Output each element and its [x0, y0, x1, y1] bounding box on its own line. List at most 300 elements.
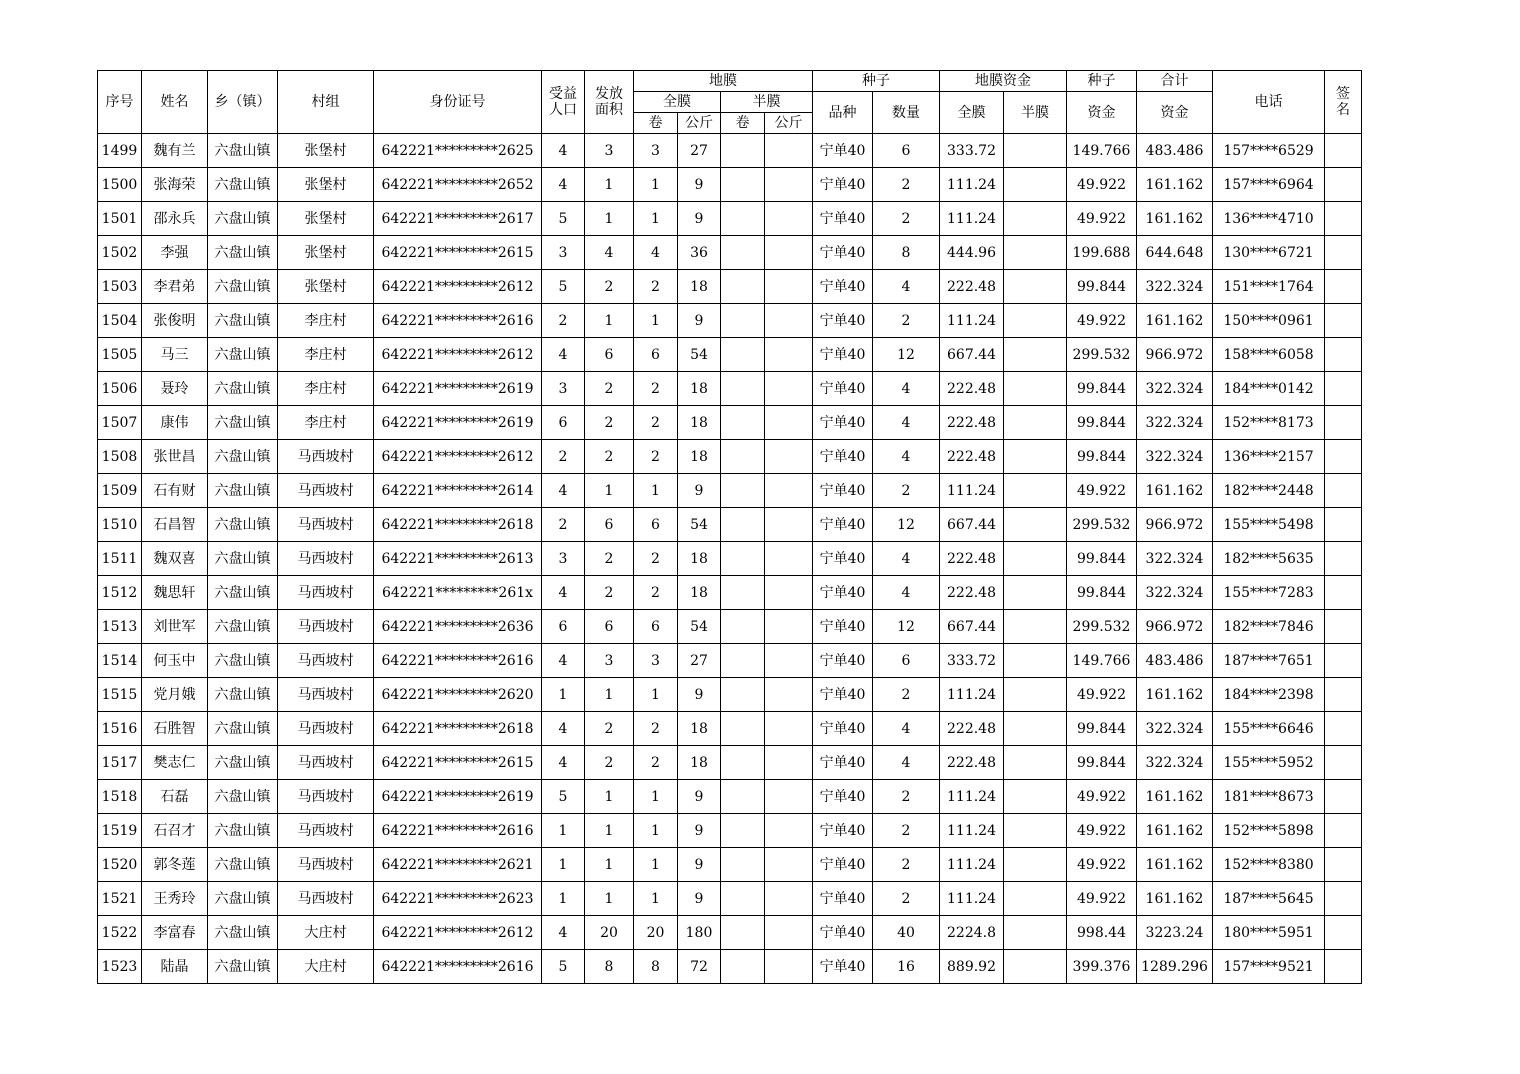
cell-quantity: 40 — [873, 916, 940, 950]
cell-total-fund: 966.972 — [1137, 508, 1213, 542]
header-quantity: 数量 — [873, 92, 940, 134]
cell-fund-full: 222.48 — [940, 712, 1004, 746]
cell-variety: 宁单40 — [813, 202, 873, 236]
cell-village: 李庄村 — [278, 406, 374, 440]
cell-full-kg: 9 — [678, 814, 721, 848]
cell-fund-half — [1004, 338, 1067, 372]
cell-signature — [1325, 474, 1362, 508]
cell-quantity: 4 — [873, 576, 940, 610]
cell-phone: 157****6964 — [1213, 168, 1325, 202]
cell-seq: 1510 — [98, 508, 142, 542]
table-row — [98, 576, 1362, 610]
cell-beneficiaries: 2 — [542, 304, 585, 338]
cell-village: 马西坡村 — [278, 576, 374, 610]
cell-quantity: 4 — [873, 440, 940, 474]
cell-signature — [1325, 372, 1362, 406]
cell-full-kg: 36 — [678, 236, 721, 270]
cell-area: 6 — [585, 338, 634, 372]
cell-fund-half — [1004, 746, 1067, 780]
cell-area: 2 — [585, 270, 634, 304]
cell-phone: 180****5951 — [1213, 916, 1325, 950]
cell-fund-half — [1004, 882, 1067, 916]
cell-quantity: 2 — [873, 678, 940, 712]
cell-full-roll: 2 — [634, 746, 678, 780]
cell-id-number: 642221*********2625 — [374, 134, 542, 168]
cell-name: 郭冬莲 — [142, 848, 208, 882]
header-variety: 品种 — [813, 92, 873, 134]
table-row — [98, 814, 1362, 848]
cell-beneficiaries: 4 — [542, 134, 585, 168]
cell-half-roll — [721, 848, 765, 882]
cell-phone: 158****6058 — [1213, 338, 1325, 372]
cell-fund-half — [1004, 474, 1067, 508]
cell-signature — [1325, 202, 1362, 236]
cell-total-fund: 322.324 — [1137, 576, 1213, 610]
cell-fund-full: 222.48 — [940, 372, 1004, 406]
cell-total-fund: 322.324 — [1137, 440, 1213, 474]
cell-area: 2 — [585, 372, 634, 406]
cell-name: 石磊 — [142, 780, 208, 814]
cell-id-number: 642221*********2636 — [374, 610, 542, 644]
cell-half-roll — [721, 780, 765, 814]
cell-town: 六盘山镇 — [208, 848, 278, 882]
cell-full-roll: 1 — [634, 848, 678, 882]
cell-id-number: 642221*********2620 — [374, 678, 542, 712]
cell-town: 六盘山镇 — [208, 576, 278, 610]
cell-half-roll — [721, 440, 765, 474]
cell-fund-half — [1004, 236, 1067, 270]
cell-fund-full: 222.48 — [940, 406, 1004, 440]
cell-seed-fund: 49.922 — [1067, 474, 1137, 508]
cell-total-fund: 1289.296 — [1137, 950, 1213, 984]
cell-full-kg: 9 — [678, 474, 721, 508]
cell-area: 6 — [585, 508, 634, 542]
cell-signature — [1325, 236, 1362, 270]
cell-half-kg — [765, 814, 813, 848]
cell-area: 3 — [585, 134, 634, 168]
cell-phone: 155****6646 — [1213, 712, 1325, 746]
cell-seq: 1520 — [98, 848, 142, 882]
cell-seq: 1517 — [98, 746, 142, 780]
cell-signature — [1325, 950, 1362, 984]
cell-total-fund: 161.162 — [1137, 474, 1213, 508]
cell-full-roll: 2 — [634, 542, 678, 576]
cell-area: 20 — [585, 916, 634, 950]
cell-full-kg: 9 — [678, 882, 721, 916]
cell-phone: 182****7846 — [1213, 610, 1325, 644]
cell-town: 六盘山镇 — [208, 406, 278, 440]
cell-full-roll: 2 — [634, 406, 678, 440]
cell-beneficiaries: 3 — [542, 372, 585, 406]
cell-seed-fund: 99.844 — [1067, 406, 1137, 440]
cell-half-roll — [721, 168, 765, 202]
cell-name: 张世昌 — [142, 440, 208, 474]
cell-village: 张堡村 — [278, 236, 374, 270]
cell-full-kg: 54 — [678, 610, 721, 644]
cell-id-number: 642221*********2618 — [374, 712, 542, 746]
cell-half-roll — [721, 406, 765, 440]
cell-total-fund: 966.972 — [1137, 338, 1213, 372]
cell-area: 1 — [585, 814, 634, 848]
cell-seed-fund: 149.766 — [1067, 134, 1137, 168]
cell-beneficiaries: 4 — [542, 746, 585, 780]
cell-half-roll — [721, 270, 765, 304]
cell-name: 马三 — [142, 338, 208, 372]
table-row — [98, 508, 1362, 542]
cell-seed-fund: 49.922 — [1067, 168, 1137, 202]
cell-town: 六盘山镇 — [208, 814, 278, 848]
cell-full-kg: 27 — [678, 134, 721, 168]
cell-full-kg: 18 — [678, 746, 721, 780]
cell-seq: 1499 — [98, 134, 142, 168]
cell-total-fund: 161.162 — [1137, 814, 1213, 848]
header-seed: 种子 — [813, 71, 940, 92]
cell-total-fund: 3223.24 — [1137, 916, 1213, 950]
cell-half-roll — [721, 508, 765, 542]
cell-village: 马西坡村 — [278, 814, 374, 848]
cell-signature — [1325, 814, 1362, 848]
cell-name: 石有财 — [142, 474, 208, 508]
cell-village: 马西坡村 — [278, 882, 374, 916]
cell-beneficiaries: 5 — [542, 202, 585, 236]
cell-full-roll: 1 — [634, 882, 678, 916]
cell-beneficiaries: 6 — [542, 406, 585, 440]
cell-phone: 155****5498 — [1213, 508, 1325, 542]
cell-full-kg: 18 — [678, 712, 721, 746]
cell-area: 1 — [585, 202, 634, 236]
cell-variety: 宁单40 — [813, 576, 873, 610]
cell-beneficiaries: 5 — [542, 950, 585, 984]
cell-fund-half — [1004, 644, 1067, 678]
header-fund-half: 半膜 — [1004, 92, 1067, 134]
cell-fund-full: 222.48 — [940, 440, 1004, 474]
cell-fund-half — [1004, 916, 1067, 950]
cell-phone: 152****5898 — [1213, 814, 1325, 848]
cell-fund-half — [1004, 304, 1067, 338]
table-row — [98, 440, 1362, 474]
table-row — [98, 916, 1362, 950]
cell-fund-half — [1004, 576, 1067, 610]
cell-full-kg: 54 — [678, 508, 721, 542]
cell-full-roll: 1 — [634, 304, 678, 338]
header-half-kg: 公斤 — [765, 113, 813, 134]
cell-phone: 152****8380 — [1213, 848, 1325, 882]
cell-id-number: 642221*********2652 — [374, 168, 542, 202]
cell-half-roll — [721, 712, 765, 746]
cell-phone: 181****8673 — [1213, 780, 1325, 814]
cell-fund-full: 111.24 — [940, 780, 1004, 814]
cell-beneficiaries: 3 — [542, 542, 585, 576]
cell-total-fund: 161.162 — [1137, 678, 1213, 712]
cell-seed-fund: 99.844 — [1067, 712, 1137, 746]
cell-quantity: 4 — [873, 746, 940, 780]
cell-fund-full: 111.24 — [940, 168, 1004, 202]
cell-seq: 1522 — [98, 916, 142, 950]
table-row — [98, 338, 1362, 372]
cell-town: 六盘山镇 — [208, 338, 278, 372]
cell-half-kg — [765, 474, 813, 508]
cell-seq: 1501 — [98, 202, 142, 236]
cell-quantity: 2 — [873, 168, 940, 202]
cell-seed-fund: 99.844 — [1067, 440, 1137, 474]
cell-quantity: 4 — [873, 406, 940, 440]
header-film-fund: 地膜资金 — [940, 71, 1067, 92]
distribution-table — [97, 70, 1362, 984]
cell-quantity: 4 — [873, 542, 940, 576]
cell-full-roll: 3 — [634, 644, 678, 678]
cell-half-roll — [721, 576, 765, 610]
header-name: 姓名 — [142, 71, 208, 134]
cell-name: 刘世军 — [142, 610, 208, 644]
cell-variety: 宁单40 — [813, 950, 873, 984]
cell-village: 大庄村 — [278, 950, 374, 984]
cell-half-kg — [765, 236, 813, 270]
cell-name: 张俊明 — [142, 304, 208, 338]
cell-total-fund: 483.486 — [1137, 134, 1213, 168]
cell-area: 4 — [585, 236, 634, 270]
cell-fund-full: 111.24 — [940, 202, 1004, 236]
cell-half-kg — [765, 780, 813, 814]
cell-town: 六盘山镇 — [208, 542, 278, 576]
cell-quantity: 8 — [873, 236, 940, 270]
cell-full-roll: 6 — [634, 610, 678, 644]
header-village: 村组 — [278, 71, 374, 134]
cell-signature — [1325, 712, 1362, 746]
cell-full-roll: 2 — [634, 372, 678, 406]
cell-village: 马西坡村 — [278, 542, 374, 576]
cell-beneficiaries: 2 — [542, 440, 585, 474]
cell-beneficiaries: 2 — [542, 508, 585, 542]
cell-signature — [1325, 270, 1362, 304]
cell-full-kg: 18 — [678, 440, 721, 474]
cell-id-number: 642221*********2614 — [374, 474, 542, 508]
table-row — [98, 202, 1362, 236]
cell-quantity: 2 — [873, 304, 940, 338]
cell-phone: 151****1764 — [1213, 270, 1325, 304]
cell-town: 六盘山镇 — [208, 950, 278, 984]
cell-half-roll — [721, 916, 765, 950]
table-header — [98, 71, 1362, 134]
header-full-kg: 公斤 — [678, 113, 721, 134]
cell-village: 张堡村 — [278, 134, 374, 168]
cell-variety: 宁单40 — [813, 610, 873, 644]
cell-area: 1 — [585, 304, 634, 338]
cell-full-kg: 9 — [678, 678, 721, 712]
cell-signature — [1325, 780, 1362, 814]
cell-quantity: 12 — [873, 338, 940, 372]
cell-phone: 184****2398 — [1213, 678, 1325, 712]
table-row — [98, 304, 1362, 338]
cell-full-roll: 1 — [634, 678, 678, 712]
table-row — [98, 848, 1362, 882]
cell-quantity: 2 — [873, 780, 940, 814]
cell-id-number: 642221*********2613 — [374, 542, 542, 576]
cell-beneficiaries: 5 — [542, 780, 585, 814]
cell-total-fund: 161.162 — [1137, 202, 1213, 236]
cell-id-number: 642221*********2615 — [374, 746, 542, 780]
cell-village: 马西坡村 — [278, 678, 374, 712]
cell-name: 何玉中 — [142, 644, 208, 678]
cell-half-roll — [721, 372, 765, 406]
cell-beneficiaries: 4 — [542, 712, 585, 746]
cell-town: 六盘山镇 — [208, 168, 278, 202]
cell-variety: 宁单40 — [813, 270, 873, 304]
cell-name: 李强 — [142, 236, 208, 270]
cell-seed-fund: 49.922 — [1067, 304, 1137, 338]
cell-beneficiaries: 4 — [542, 474, 585, 508]
cell-fund-half — [1004, 134, 1067, 168]
cell-fund-half — [1004, 440, 1067, 474]
cell-village: 马西坡村 — [278, 440, 374, 474]
cell-half-kg — [765, 950, 813, 984]
cell-area: 2 — [585, 542, 634, 576]
cell-variety: 宁单40 — [813, 542, 873, 576]
cell-full-roll: 1 — [634, 814, 678, 848]
cell-variety: 宁单40 — [813, 372, 873, 406]
cell-town: 六盘山镇 — [208, 202, 278, 236]
cell-half-kg — [765, 406, 813, 440]
cell-area: 1 — [585, 882, 634, 916]
header-seed-fund-top: 种子 — [1067, 71, 1137, 92]
cell-seed-fund: 49.922 — [1067, 814, 1137, 848]
cell-variety: 宁单40 — [813, 304, 873, 338]
cell-full-kg: 9 — [678, 780, 721, 814]
cell-full-roll: 1 — [634, 780, 678, 814]
cell-id-number: 642221*********2616 — [374, 950, 542, 984]
cell-village: 马西坡村 — [278, 848, 374, 882]
cell-half-roll — [721, 236, 765, 270]
cell-village: 大庄村 — [278, 916, 374, 950]
cell-town: 六盘山镇 — [208, 678, 278, 712]
cell-id-number: 642221*********2612 — [374, 440, 542, 474]
cell-beneficiaries: 1 — [542, 814, 585, 848]
cell-town: 六盘山镇 — [208, 440, 278, 474]
cell-area: 1 — [585, 168, 634, 202]
cell-name: 王秀玲 — [142, 882, 208, 916]
cell-signature — [1325, 542, 1362, 576]
cell-id-number: 642221*********2619 — [374, 780, 542, 814]
cell-beneficiaries: 1 — [542, 848, 585, 882]
cell-phone: 155****5952 — [1213, 746, 1325, 780]
cell-beneficiaries: 4 — [542, 916, 585, 950]
cell-full-roll: 1 — [634, 168, 678, 202]
cell-half-kg — [765, 746, 813, 780]
cell-quantity: 12 — [873, 610, 940, 644]
cell-seq: 1508 — [98, 440, 142, 474]
cell-signature — [1325, 406, 1362, 440]
cell-full-kg: 18 — [678, 406, 721, 440]
cell-village: 张堡村 — [278, 270, 374, 304]
cell-signature — [1325, 440, 1362, 474]
cell-seed-fund: 99.844 — [1067, 576, 1137, 610]
cell-fund-full: 222.48 — [940, 576, 1004, 610]
cell-town: 六盘山镇 — [208, 746, 278, 780]
cell-full-kg: 9 — [678, 848, 721, 882]
cell-beneficiaries: 4 — [542, 168, 585, 202]
cell-full-kg: 18 — [678, 576, 721, 610]
cell-fund-half — [1004, 508, 1067, 542]
cell-fund-half — [1004, 780, 1067, 814]
cell-seq: 1515 — [98, 678, 142, 712]
cell-signature — [1325, 508, 1362, 542]
cell-fund-full: 111.24 — [940, 882, 1004, 916]
cell-village: 马西坡村 — [278, 712, 374, 746]
cell-fund-half — [1004, 610, 1067, 644]
cell-variety: 宁单40 — [813, 746, 873, 780]
cell-fund-full: 667.44 — [940, 338, 1004, 372]
cell-full-roll: 1 — [634, 202, 678, 236]
cell-total-fund: 322.324 — [1137, 712, 1213, 746]
cell-half-kg — [765, 134, 813, 168]
cell-full-kg: 54 — [678, 338, 721, 372]
cell-quantity: 2 — [873, 814, 940, 848]
header-film: 地膜 — [634, 71, 813, 92]
cell-village: 张堡村 — [278, 168, 374, 202]
cell-town: 六盘山镇 — [208, 134, 278, 168]
cell-quantity: 2 — [873, 474, 940, 508]
cell-half-roll — [721, 474, 765, 508]
cell-half-kg — [765, 848, 813, 882]
table-row — [98, 780, 1362, 814]
cell-variety: 宁单40 — [813, 814, 873, 848]
cell-variety: 宁单40 — [813, 236, 873, 270]
cell-beneficiaries: 4 — [542, 338, 585, 372]
cell-signature — [1325, 916, 1362, 950]
cell-seq: 1509 — [98, 474, 142, 508]
cell-variety: 宁单40 — [813, 848, 873, 882]
cell-fund-full: 667.44 — [940, 508, 1004, 542]
table-row — [98, 678, 1362, 712]
cell-half-kg — [765, 882, 813, 916]
cell-village: 李庄村 — [278, 338, 374, 372]
cell-total-fund: 322.324 — [1137, 270, 1213, 304]
cell-name: 康伟 — [142, 406, 208, 440]
cell-seq: 1514 — [98, 644, 142, 678]
cell-seed-fund: 49.922 — [1067, 202, 1137, 236]
cell-full-kg: 27 — [678, 644, 721, 678]
cell-village: 张堡村 — [278, 202, 374, 236]
cell-name: 石昌智 — [142, 508, 208, 542]
header-signature: 签 名 — [1325, 71, 1362, 134]
cell-town: 六盘山镇 — [208, 882, 278, 916]
cell-variety: 宁单40 — [813, 508, 873, 542]
cell-seed-fund: 299.532 — [1067, 338, 1137, 372]
cell-total-fund: 644.648 — [1137, 236, 1213, 270]
cell-full-kg: 18 — [678, 542, 721, 576]
cell-id-number: 642221*********261x — [374, 576, 542, 610]
cell-town: 六盘山镇 — [208, 304, 278, 338]
cell-variety: 宁单40 — [813, 474, 873, 508]
cell-variety: 宁单40 — [813, 916, 873, 950]
header-full-roll: 卷 — [634, 113, 678, 134]
cell-seq: 1516 — [98, 712, 142, 746]
cell-area: 8 — [585, 950, 634, 984]
header-phone: 电话 — [1213, 71, 1325, 134]
cell-quantity: 6 — [873, 134, 940, 168]
cell-variety: 宁单40 — [813, 406, 873, 440]
cell-id-number: 642221*********2623 — [374, 882, 542, 916]
cell-half-roll — [721, 678, 765, 712]
cell-fund-full: 111.24 — [940, 304, 1004, 338]
cell-half-kg — [765, 644, 813, 678]
cell-quantity: 4 — [873, 712, 940, 746]
cell-seed-fund: 99.844 — [1067, 746, 1137, 780]
cell-fund-full: 889.92 — [940, 950, 1004, 984]
cell-seq: 1506 — [98, 372, 142, 406]
cell-half-roll — [721, 338, 765, 372]
cell-total-fund: 161.162 — [1137, 882, 1213, 916]
table-row — [98, 134, 1362, 168]
